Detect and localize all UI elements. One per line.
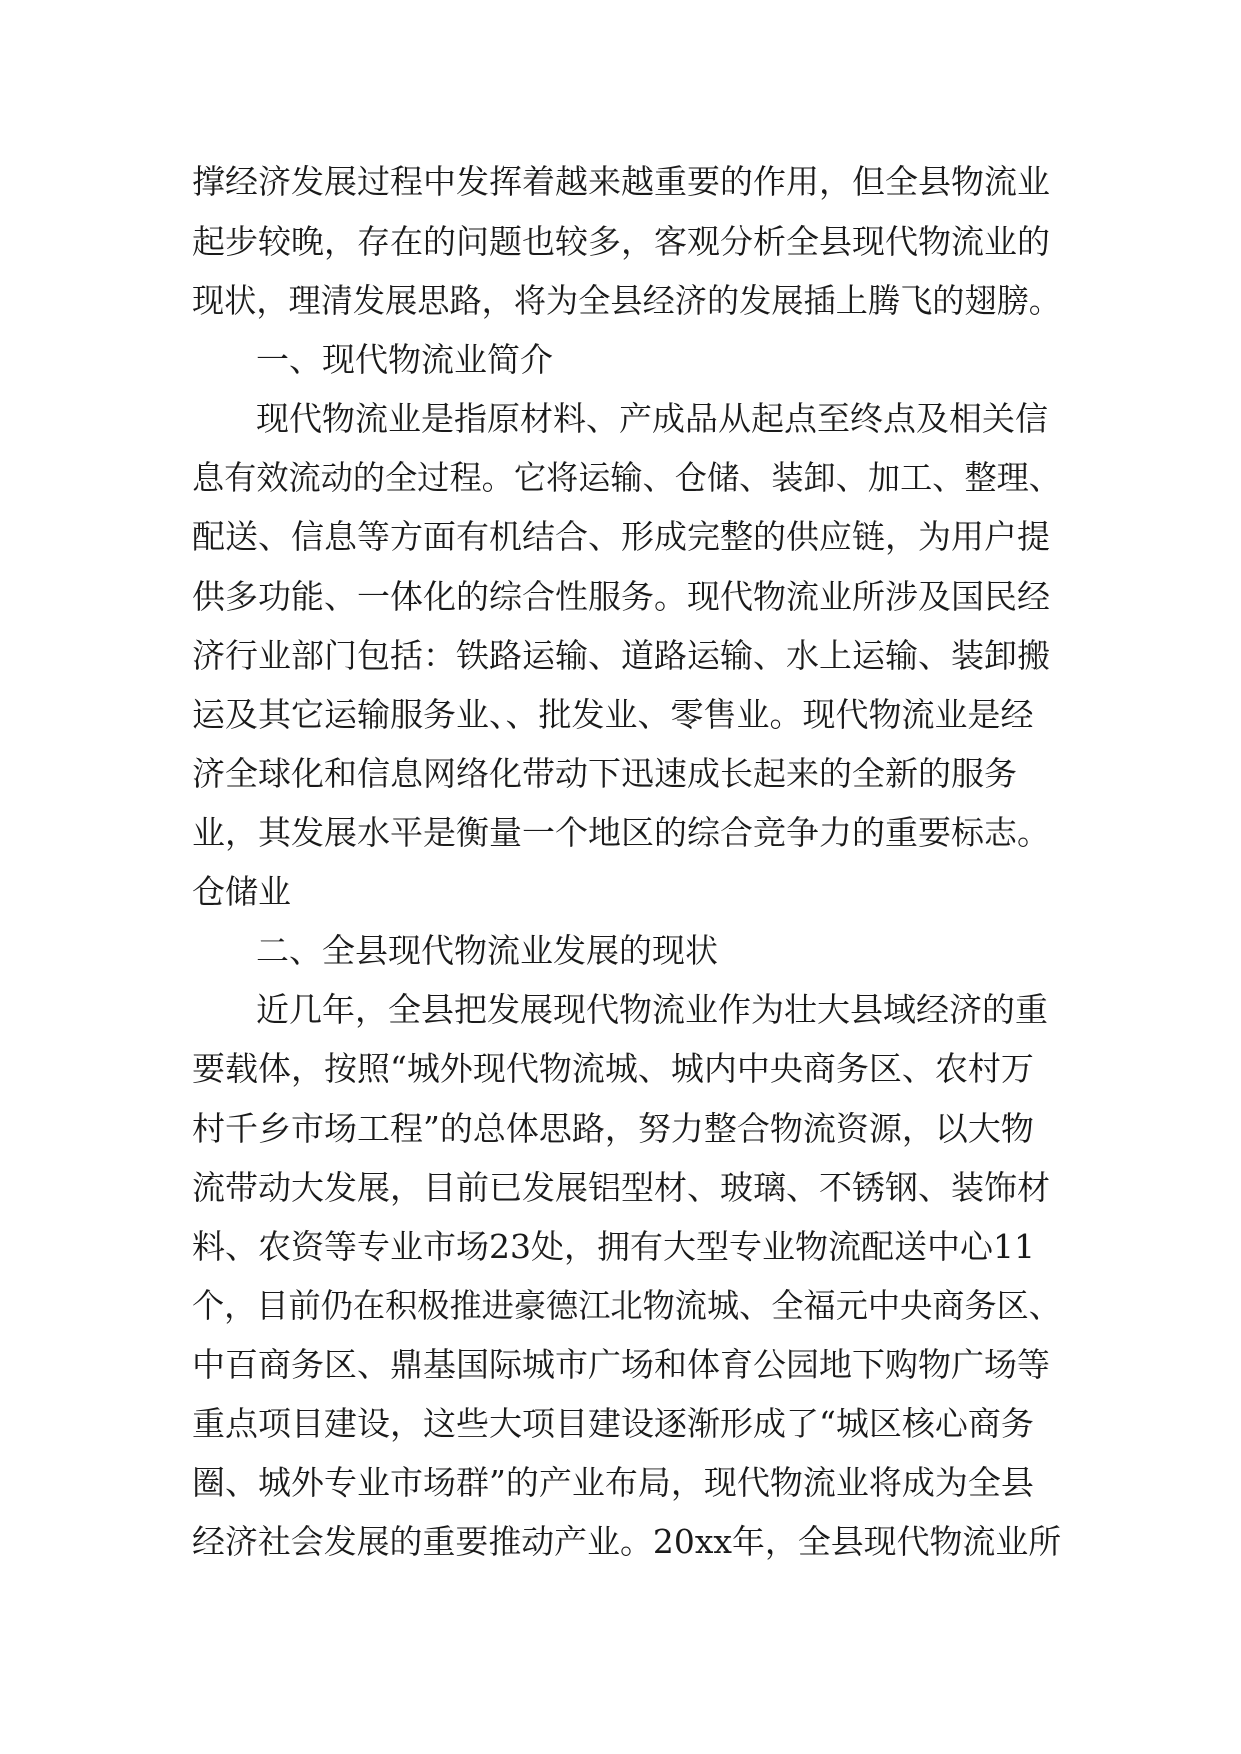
body-text-line: 济全球化和信息网络化带动下迅速成长起来的全新的服务 bbox=[192, 754, 1017, 793]
body-text-line: 料、农资等专业市场23处，拥有大型专业物流配送中心11 bbox=[192, 1227, 1035, 1266]
body-text-line: 济行业部门包括：铁路运输、道路运输、水上运输、装卸搬 bbox=[192, 636, 1050, 675]
body-text-line: 仓储业 bbox=[192, 872, 291, 911]
body-text-line: 供多功能、一体化的综合性服务。现代物流业所涉及国民经 bbox=[192, 577, 1050, 616]
body-text-line: 流带动大发展，目前已发展铝型材、玻璃、不锈钢、装饰材 bbox=[192, 1168, 1050, 1207]
body-text-line: 圈、城外专业市场群”的产业布局，现代物流业将成为全县 bbox=[192, 1463, 1034, 1502]
body-text-line: 撑经济发展过程中发挥着越来越重要的作用，但全县物流业 bbox=[192, 162, 1050, 201]
body-text-line: 业，其发展水平是衡量一个地区的综合竞争力的重要标志。 bbox=[192, 813, 1050, 852]
body-text-line: 近几年，全县把发展现代物流业作为壮大县域经济的重 bbox=[256, 990, 1048, 1029]
section-heading: 一、现代物流业简介 bbox=[256, 340, 553, 379]
body-text-line: 个，目前仍在积极推进豪德江北物流城、全福元中央商务区、 bbox=[192, 1286, 1061, 1325]
body-text-line: 起步较晚，存在的问题也较多，客观分析全县现代物流业的 bbox=[192, 222, 1050, 261]
body-text-line: 中百商务区、鼎基国际城市广场和体育公园地下购物广场等 bbox=[192, 1345, 1050, 1384]
body-text-line: 运及其它运输服务业、、批发业、零售业。现代物流业是经 bbox=[192, 695, 1034, 734]
body-text-line: 配送、信息等方面有机结合、形成完整的供应链，为用户提 bbox=[192, 517, 1050, 556]
body-text-line: 要载体，按照“城外现代物流城、城内中央商务区、农村万 bbox=[192, 1049, 1034, 1088]
body-text-line: 现代物流业是指原材料、产成品从起点至终点及相关信 bbox=[256, 399, 1048, 438]
body-text-line: 经济社会发展的重要推动产业。20xx年，全县现代物流业所 bbox=[192, 1522, 1062, 1561]
section-heading: 二、全县现代物流业发展的现状 bbox=[256, 931, 718, 970]
body-text-line: 息有效流动的全过程。它将运输、仓储、装卸、加工、整理、 bbox=[192, 458, 1061, 497]
body-text-line: 现状，理清发展思路，将为全县经济的发展插上腾飞的翅膀。 bbox=[192, 281, 1061, 320]
body-text-line: 村千乡市场工程”的总体思路，努力整合物流资源，以大物 bbox=[192, 1109, 1034, 1148]
body-text-line: 重点项目建设，这些大项目建设逐渐形成了“城区核心商务 bbox=[192, 1404, 1034, 1443]
